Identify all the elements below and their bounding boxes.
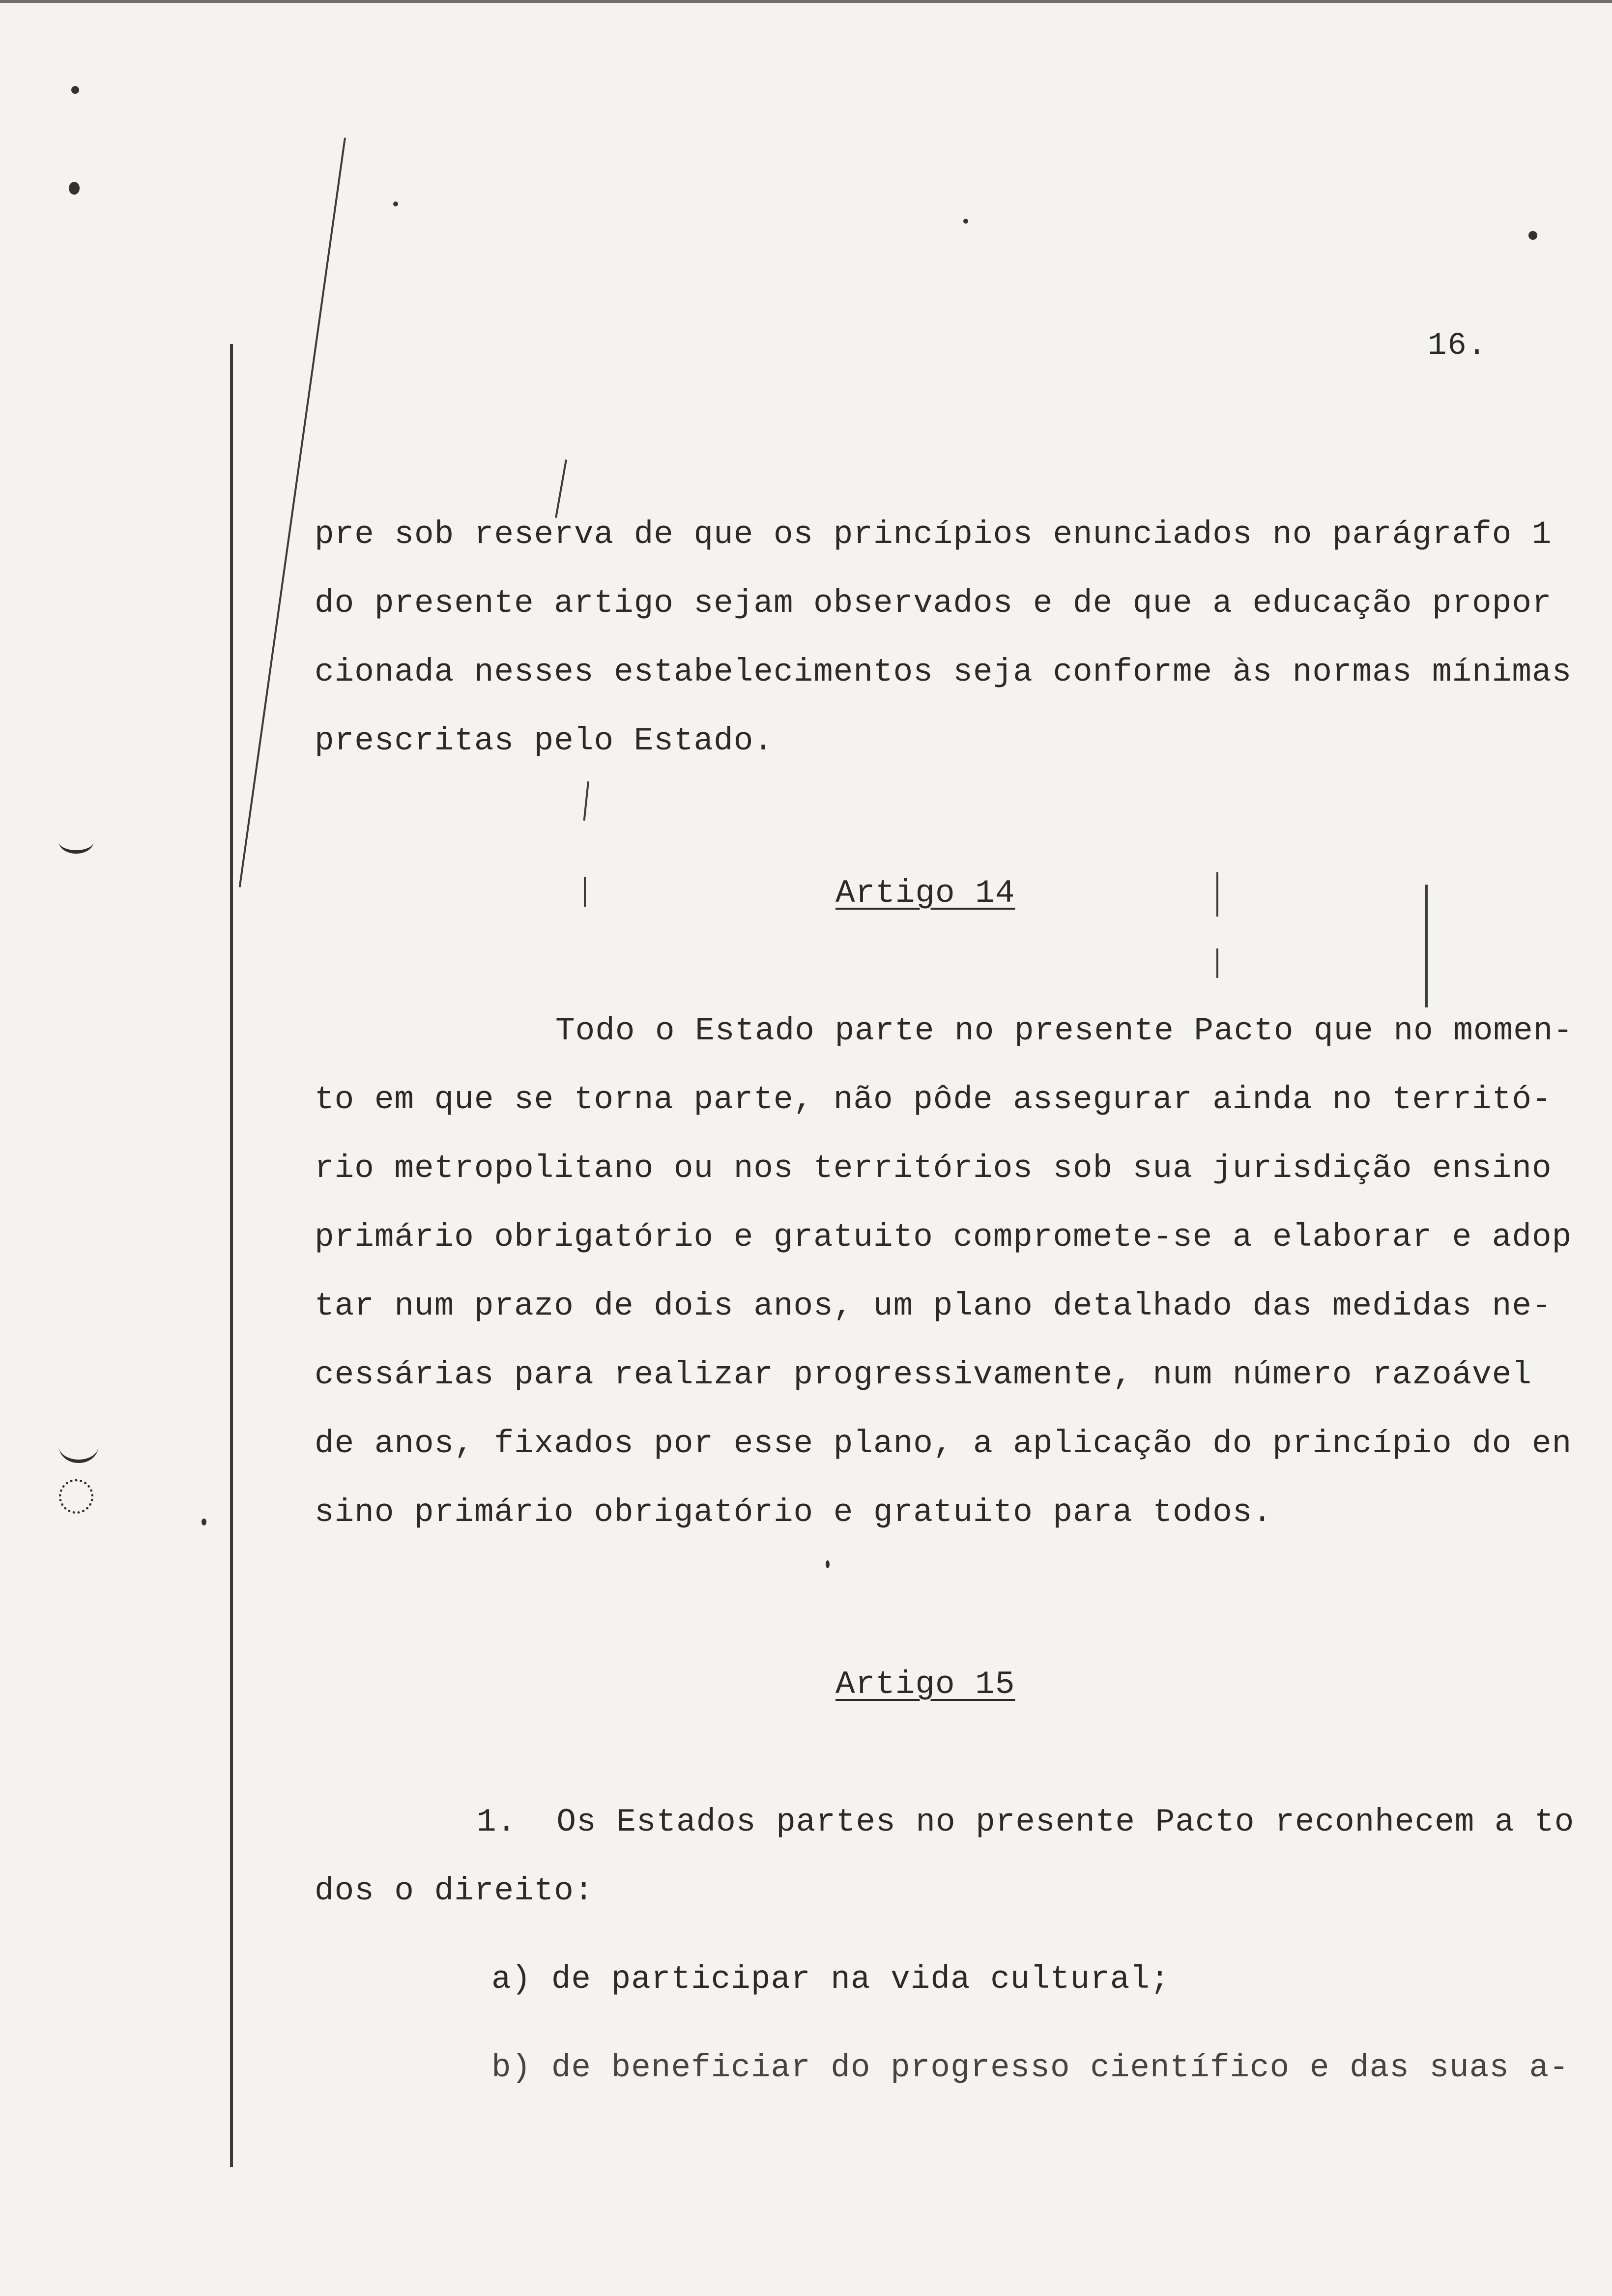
text-line: dos o direito: <box>315 1872 594 1909</box>
scan-speck <box>71 86 79 94</box>
text-line: pre sob reserva de que os princípios enunciados no parágrafo 1 <box>315 516 1552 553</box>
text-line: primário obrigatório e gratuito compromete-se a elaborar e adop <box>315 1219 1572 1256</box>
text-line: to em que se torna parte, não pôde assegurar ainda no territó- <box>315 1081 1552 1118</box>
pen-tick-mark <box>584 877 586 907</box>
text-line: Todo o Estado parte no presente Pacto que no momen- <box>555 1012 1573 1049</box>
margin-pen-stroke <box>239 138 346 888</box>
text-line: de anos, fixados por esse plano, a aplicação do princípio do en <box>315 1425 1572 1462</box>
scan-speck <box>826 1560 830 1568</box>
scan-speck <box>202 1519 206 1525</box>
article-14-heading: Artigo 14 <box>835 875 1015 912</box>
scan-speck <box>393 201 398 206</box>
pen-tick-mark <box>583 781 589 821</box>
scan-speck <box>963 219 968 224</box>
page-number: 16. <box>1428 328 1488 364</box>
binder-hole-mark <box>59 1479 93 1514</box>
top-edge-line <box>0 0 1612 3</box>
text-line: tar num prazo de dois anos, um plano detalhado das medidas ne- <box>315 1288 1552 1324</box>
text-line: sino primário obrigatório e gratuito para todos. <box>315 1494 1273 1531</box>
binder-hole-mark <box>59 831 93 854</box>
list-item: a) de participar na vida cultural; <box>491 1961 1170 1998</box>
scan-speck <box>69 182 80 195</box>
pen-tick-mark <box>1216 948 1218 978</box>
pen-tick-mark <box>1216 872 1218 917</box>
binder-hole-mark <box>59 1430 98 1463</box>
right-margin-mark <box>1425 885 1428 1007</box>
text-line: do presente artigo sejam observados e de que a educação propor <box>315 585 1552 622</box>
text-line: prescritas pelo Estado. <box>315 722 774 759</box>
left-margin-rule <box>230 344 233 2167</box>
text-line: rio metropolitano ou nos territórios sob sua jurisdição ensino <box>315 1150 1552 1187</box>
text-line: cionada nesses estabelecimentos seja conforme às normas mínimas <box>315 654 1572 690</box>
pen-tick-mark <box>555 459 567 518</box>
scan-speck <box>1528 231 1537 240</box>
list-item: b) de beneficiar do progresso científico e das suas a- <box>491 2049 1569 2086</box>
text-line: 1. Os Estados partes no presente Pacto reconhecem a to <box>477 1804 1575 1840</box>
article-15-heading: Artigo 15 <box>835 1666 1015 1703</box>
text-line: cessárias para realizar progressivamente, num número razoável <box>315 1356 1532 1393</box>
